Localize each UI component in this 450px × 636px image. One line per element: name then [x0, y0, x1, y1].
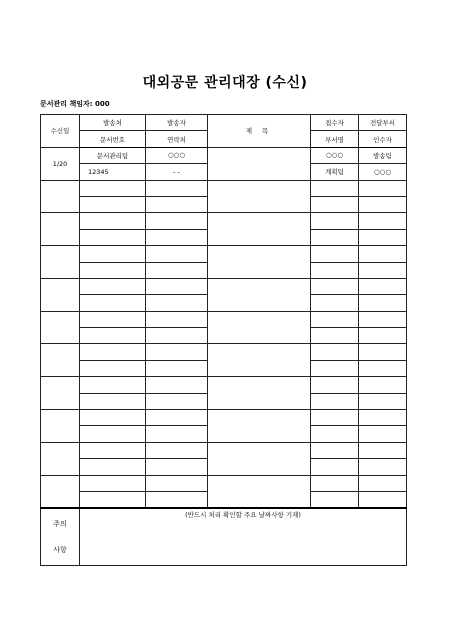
blank-dept-name-cell[interactable]: [311, 262, 359, 278]
notes-row: [41, 508, 407, 566]
blank-dept-cell[interactable]: [359, 246, 407, 262]
blank-dept-name-cell[interactable]: [311, 360, 359, 376]
blank-contact-cell[interactable]: [146, 491, 208, 508]
blank-subject-cell[interactable]: [208, 344, 311, 377]
blank-entry-row-top: [41, 475, 407, 491]
blank-entry-row-top: [41, 180, 407, 196]
blank-dept-name-cell[interactable]: [311, 459, 359, 475]
blank-sender-place-cell[interactable]: [80, 180, 146, 196]
blank-dept-name-cell[interactable]: [311, 229, 359, 245]
blank-doc-no-cell[interactable]: [80, 328, 146, 344]
blank-date-cell[interactable]: [41, 344, 80, 377]
notes-label-line2: 사항: [53, 546, 67, 555]
blank-contact-cell[interactable]: [146, 196, 208, 212]
blank-sender-cell[interactable]: [146, 377, 208, 393]
blank-dept-cell[interactable]: [359, 278, 407, 294]
blank-sender-cell[interactable]: [146, 344, 208, 360]
header-dept: 전달부서: [359, 115, 407, 131]
blank-dept-cell[interactable]: [359, 344, 407, 360]
blank-sender-place-cell[interactable]: [80, 410, 146, 426]
header-row-top: [41, 115, 407, 131]
blank-handler-cell[interactable]: [311, 442, 359, 458]
entry-dept-name: 계획팀: [311, 164, 359, 180]
blank-dept-cell[interactable]: [359, 377, 407, 393]
blank-sender-cell[interactable]: [146, 246, 208, 262]
header-sender-place: 발송처: [80, 115, 146, 131]
blank-date-cell[interactable]: [41, 442, 80, 475]
blank-contact-cell[interactable]: [146, 328, 208, 344]
blank-dept-cell[interactable]: [359, 410, 407, 426]
blank-handler-cell[interactable]: [311, 377, 359, 393]
blank-subject-cell[interactable]: [208, 475, 311, 508]
header-dept-name: 부서명: [311, 131, 359, 147]
blank-subject-cell[interactable]: [208, 278, 311, 311]
blank-doc-no-cell[interactable]: [80, 295, 146, 311]
blank-date-cell[interactable]: [41, 475, 80, 508]
entry-handler: ○○○: [311, 147, 359, 163]
blank-receiver-cell[interactable]: [359, 426, 407, 442]
blank-date-cell[interactable]: [41, 278, 80, 311]
blank-entry-row-top: [41, 377, 407, 393]
header-subject: 제 목: [208, 115, 311, 148]
entry-date: 1/20: [41, 147, 80, 180]
blank-contact-cell[interactable]: [146, 262, 208, 278]
entry-row-top: [41, 147, 407, 163]
header-handler: 접수자: [311, 115, 359, 131]
blank-subject-cell[interactable]: [208, 311, 311, 344]
blank-dept-name-cell[interactable]: [311, 328, 359, 344]
blank-subject-cell[interactable]: [208, 410, 311, 443]
blank-doc-no-cell[interactable]: [80, 360, 146, 376]
blank-doc-no-cell[interactable]: [80, 459, 146, 475]
blank-dept-cell[interactable]: [359, 180, 407, 196]
blank-date-cell[interactable]: [41, 213, 80, 246]
header-sender: 발송자: [146, 115, 208, 131]
blank-receiver-cell[interactable]: [359, 393, 407, 409]
blank-receiver-cell[interactable]: [359, 491, 407, 508]
blank-entry-row-top: [41, 344, 407, 360]
blank-contact-cell[interactable]: [146, 295, 208, 311]
blank-handler-cell[interactable]: [311, 246, 359, 262]
notes-body[interactable]: [80, 508, 407, 566]
blank-doc-no-cell[interactable]: [80, 426, 146, 442]
blank-sender-place-cell[interactable]: [80, 213, 146, 229]
blank-handler-cell[interactable]: [311, 180, 359, 196]
blank-receiver-cell[interactable]: [359, 360, 407, 376]
blank-receiver-cell[interactable]: [359, 262, 407, 278]
entry-dept: 발송팀: [359, 147, 407, 163]
blank-sender-place-cell[interactable]: [80, 278, 146, 294]
blank-contact-cell[interactable]: [146, 393, 208, 409]
entry-sender-place: 문서관리팀: [80, 147, 146, 163]
blank-sender-place-cell[interactable]: [80, 344, 146, 360]
blank-handler-cell[interactable]: [311, 475, 359, 491]
blank-sender-cell[interactable]: [146, 442, 208, 458]
blank-entry-row-top: [41, 246, 407, 262]
blank-receiver-cell[interactable]: [359, 229, 407, 245]
blank-subject-cell[interactable]: [208, 213, 311, 246]
page-title: 대외공문 관리대장 (수신): [142, 75, 308, 91]
blank-entry-row-top: [41, 442, 407, 458]
entry-contact: - -: [146, 164, 208, 180]
blank-contact-cell[interactable]: [146, 426, 208, 442]
blank-sender-place-cell[interactable]: [80, 246, 146, 262]
blank-entry-row-top: [41, 410, 407, 426]
blank-dept-cell[interactable]: [359, 311, 407, 327]
entry-doc-no: 12345: [80, 164, 146, 180]
blank-contact-cell[interactable]: [146, 360, 208, 376]
blank-handler-cell[interactable]: [311, 311, 359, 327]
blank-receiver-cell[interactable]: [359, 295, 407, 311]
blank-subject-cell[interactable]: [208, 377, 311, 410]
blank-dept-name-cell[interactable]: [311, 196, 359, 212]
blank-entry-row-top: [41, 213, 407, 229]
blank-sender-cell[interactable]: [146, 410, 208, 426]
blank-subject-cell[interactable]: [208, 246, 311, 279]
header-contact: 연락처: [146, 131, 208, 147]
blank-sender-cell[interactable]: [146, 213, 208, 229]
blank-contact-cell[interactable]: [146, 229, 208, 245]
blank-dept-name-cell[interactable]: [311, 393, 359, 409]
blank-handler-cell[interactable]: [311, 410, 359, 426]
blank-handler-cell[interactable]: [311, 344, 359, 360]
blank-date-cell[interactable]: [41, 410, 80, 443]
blank-date-cell[interactable]: [41, 377, 80, 410]
blank-doc-no-cell[interactable]: [80, 491, 146, 508]
blank-sender-cell[interactable]: [146, 180, 208, 196]
entry-sender: ○○○: [146, 147, 208, 163]
blank-sender-cell[interactable]: [146, 311, 208, 327]
blank-dept-cell[interactable]: [359, 213, 407, 229]
header-receive-date: 수신일: [41, 115, 80, 148]
blank-receiver-cell[interactable]: [359, 196, 407, 212]
blank-receiver-cell[interactable]: [359, 459, 407, 475]
blank-date-cell[interactable]: [41, 246, 80, 279]
blank-sender-place-cell[interactable]: [80, 475, 146, 491]
blank-doc-no-cell[interactable]: [80, 196, 146, 212]
blank-date-cell[interactable]: [41, 311, 80, 344]
notes-label: [41, 508, 80, 566]
blank-receiver-cell[interactable]: [359, 328, 407, 344]
blank-doc-no-cell[interactable]: [80, 229, 146, 245]
blank-handler-cell[interactable]: [311, 213, 359, 229]
blank-contact-cell[interactable]: [146, 459, 208, 475]
blank-dept-name-cell[interactable]: [311, 295, 359, 311]
blank-dept-name-cell[interactable]: [311, 491, 359, 508]
blank-sender-place-cell[interactable]: [80, 311, 146, 327]
blank-sender-place-cell[interactable]: [80, 377, 146, 393]
blank-handler-cell[interactable]: [311, 278, 359, 294]
entry-subject[interactable]: [208, 147, 311, 180]
header-doc-no: 문서번호: [80, 131, 146, 147]
blank-doc-no-cell[interactable]: [80, 262, 146, 278]
blank-doc-no-cell[interactable]: [80, 393, 146, 409]
blank-entry-row-top: [41, 278, 407, 294]
blank-subject-cell[interactable]: [208, 180, 311, 213]
blank-date-cell[interactable]: [41, 180, 80, 213]
blank-subject-cell[interactable]: [208, 442, 311, 475]
blank-dept-cell[interactable]: [359, 442, 407, 458]
notes-instruction: (반드시 처리 확인할 주요 날짜사항 기재): [185, 511, 301, 520]
entry-receiver: ○○○: [359, 164, 407, 180]
notes-label-line1: 주의: [53, 520, 67, 529]
blank-sender-cell[interactable]: [146, 278, 208, 294]
blank-dept-cell[interactable]: [359, 475, 407, 491]
ledger-table: [40, 114, 407, 566]
blank-entry-row-top: [41, 311, 407, 327]
blank-sender-place-cell[interactable]: [80, 442, 146, 458]
blank-sender-cell[interactable]: [146, 475, 208, 491]
header-receiver: 인수자: [359, 131, 407, 147]
blank-dept-name-cell[interactable]: [311, 426, 359, 442]
document-manager: 문서관리 책임자: 000: [40, 100, 110, 108]
